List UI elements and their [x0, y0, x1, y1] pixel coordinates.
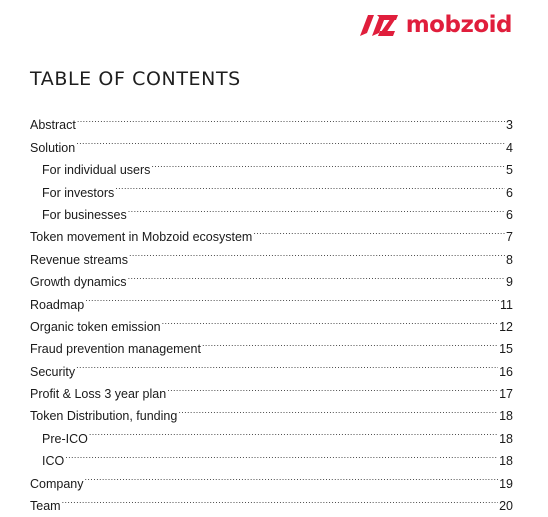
dot-leader: [65, 443, 498, 465]
toc-entry[interactable]: [30, 286, 513, 312]
toc-entry-label: Team: [30, 499, 61, 514]
page-title: TABLE OF CONTENTS: [30, 68, 241, 90]
toc-entry-page-number: 18: [499, 431, 513, 446]
toc-entry-page-number: 15: [499, 342, 513, 357]
toc-entry[interactable]: [30, 107, 513, 133]
toc-entry-label: Fraud prevention management: [30, 342, 201, 357]
dot-leader: [128, 197, 505, 219]
toc-entry[interactable]: [30, 488, 513, 514]
toc-entry[interactable]: [30, 465, 513, 491]
toc-entry[interactable]: [30, 152, 513, 178]
dot-leader: [167, 376, 498, 398]
dot-leader: [76, 129, 505, 151]
toc-list: [30, 107, 513, 514]
toc-entry-label: Security: [30, 364, 76, 379]
toc-entry[interactable]: [30, 443, 513, 469]
toc-entry-label: Growth dynamics: [30, 275, 127, 290]
dot-leader: [62, 488, 499, 510]
toc-entry-label: Revenue streams: [30, 252, 128, 267]
dot-leader: [202, 331, 498, 353]
mobzoid-logo-icon: [358, 12, 400, 38]
toc-entry-page-number: 6: [506, 185, 513, 200]
toc-entry-label: Company: [30, 476, 84, 491]
toc-entry-page-number: 7: [506, 230, 513, 245]
toc-entry-label: For businesses: [42, 207, 127, 222]
dot-leader: [89, 420, 498, 442]
toc-entry-page-number: 6: [506, 207, 513, 222]
toc-entry-page-number: 11: [500, 297, 513, 312]
dot-leader: [85, 465, 499, 487]
toc-entry[interactable]: [30, 309, 513, 334]
toc-entry-page-number: 20: [499, 499, 513, 514]
dot-leader: [128, 264, 505, 286]
toc-entry[interactable]: [30, 129, 513, 155]
dot-leader: [77, 107, 505, 129]
toc-entry-page-number: 18: [499, 409, 513, 424]
toc-entry-page-number: 19: [499, 476, 513, 491]
dot-leader: [253, 219, 505, 241]
toc-entry-page-number: 4: [506, 140, 513, 155]
toc-entry-page-number: 12: [499, 319, 513, 334]
dot-leader: [151, 152, 505, 174]
toc-entry-label: Abstract: [30, 118, 76, 133]
toc-entry-label: Profit & Loss 3 year plan: [30, 387, 167, 402]
toc-entry-page-number: 8: [506, 252, 513, 267]
toc-entry-label: Solution: [30, 140, 76, 155]
brand-wordmark: mobzoid: [405, 11, 512, 38]
toc-entry-label: Organic token emission: [30, 319, 161, 334]
dot-leader: [76, 353, 498, 375]
dot-leader: [178, 398, 498, 420]
toc-entry-label: For individual users: [42, 163, 151, 178]
toc-entry-page-number: 16: [499, 364, 513, 379]
toc-entry[interactable]: [30, 353, 513, 379]
toc-entry-label: ICO: [42, 454, 65, 469]
dot-leader: [85, 286, 499, 308]
toc-entry-label: Token movement in Mobzoid ecosystem: [30, 230, 253, 245]
toc-entry-label: Token Distribution, funding: [30, 409, 178, 424]
dot-leader: [115, 174, 505, 196]
toc-entry-label: Pre-ICO: [42, 431, 88, 446]
toc-entry-page-number: 5: [506, 163, 513, 178]
dot-leader: [129, 241, 505, 263]
toc-entry[interactable]: [30, 420, 513, 446]
toc-entry-label: For investors: [42, 185, 115, 200]
toc-entry-page-number: 9: [506, 275, 513, 290]
toc-entry-page-number: 3: [506, 118, 513, 133]
brand-logo: [358, 12, 512, 38]
dot-leader: [162, 309, 498, 331]
toc-entry-page-number: 18: [499, 454, 513, 469]
toc-entry-label: Roadmap: [30, 297, 85, 312]
toc-entry[interactable]: [30, 376, 513, 402]
toc-entry-page-number: 17: [499, 387, 513, 402]
